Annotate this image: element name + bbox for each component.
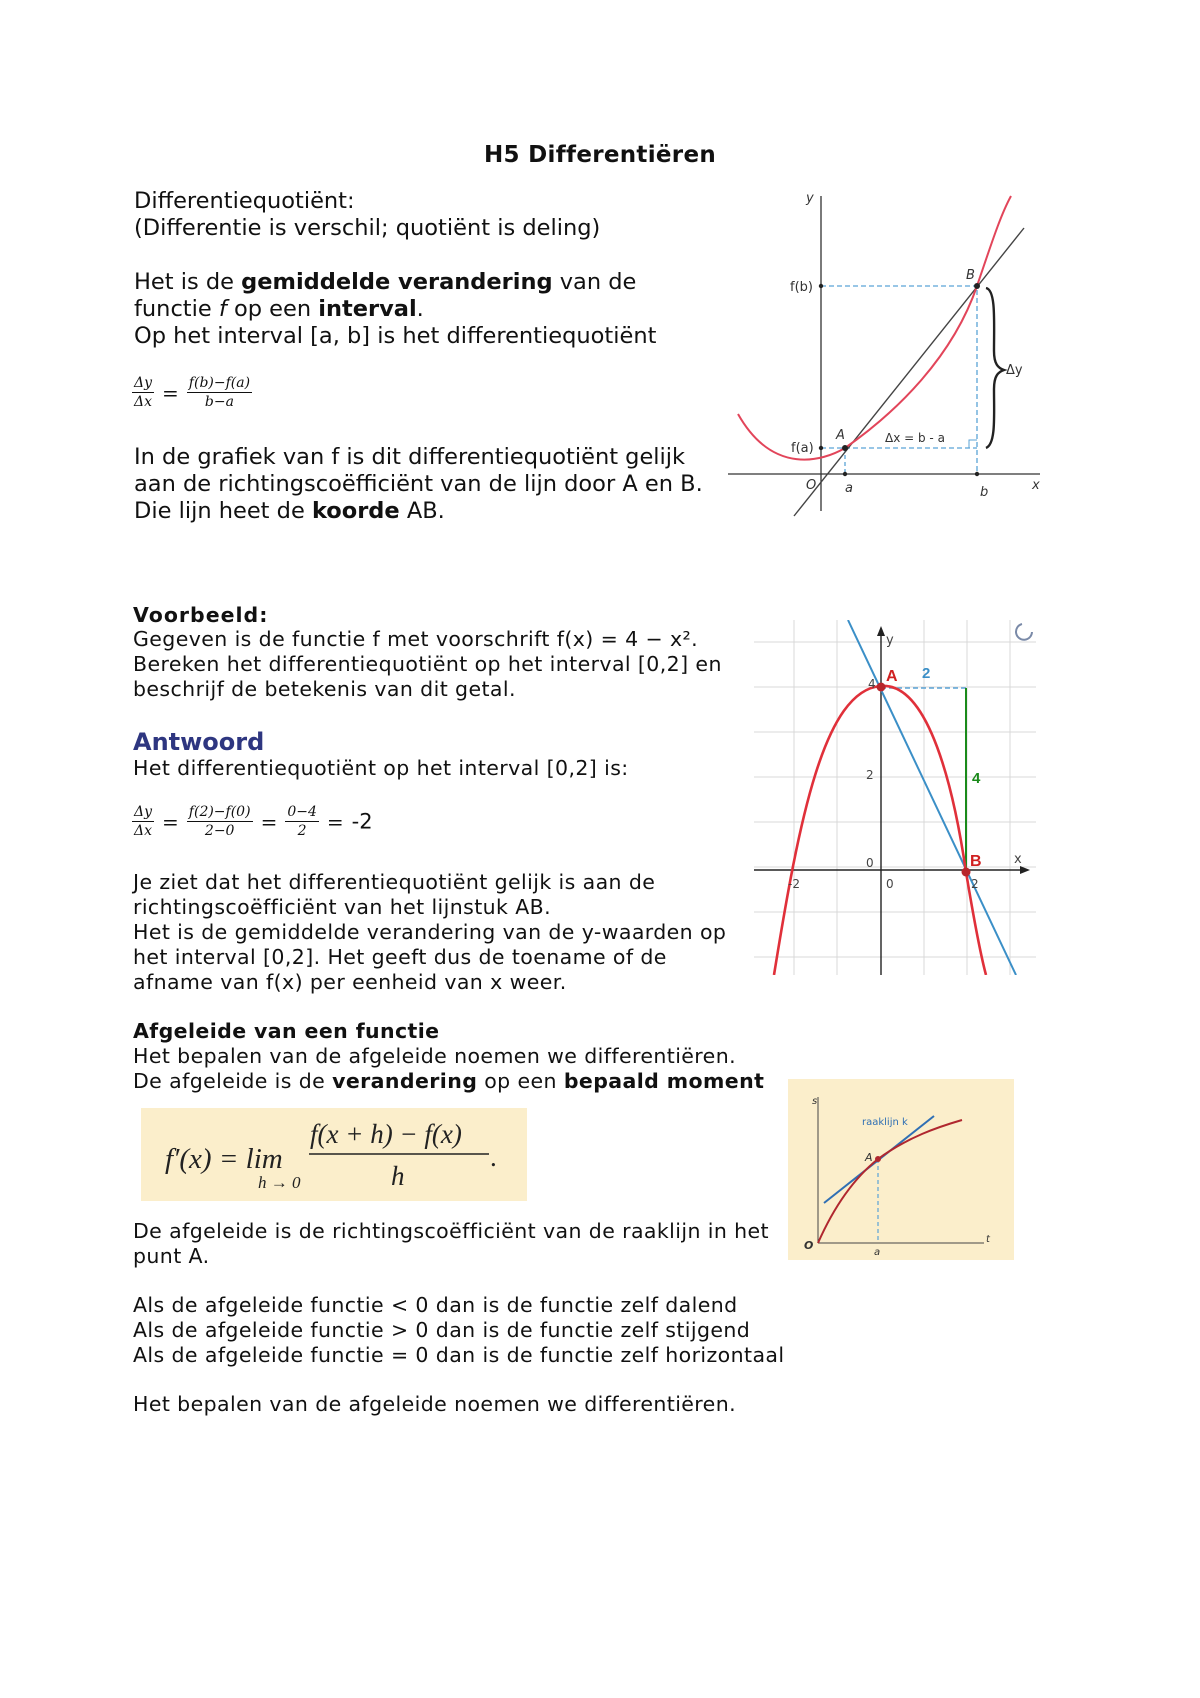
point-a [877,683,886,692]
label-fa: f(a) [791,441,814,456]
definition-line-1: Het is de gemiddelde verandering van de [134,269,637,295]
answer-line-1: Het differentiequotiënt op het interval [0,2] is: [133,756,629,780]
graph-text-line-3: Die lijn heet de koorde AB. [134,498,445,524]
answer-formula: $\frac{\Delta y}{\Delta x}$ = $\frac{f(2)-f(0)}{2-0}$ = $\frac{0-4}{2}$ = -2 [134,804,373,839]
definition-line-3: Op het interval [a, b] is het differentiequotiënt [134,323,657,349]
section-note: (Differentie is verschil; quotiënt is deling) [134,215,601,241]
label-point-b: B [970,853,982,870]
derivative-line-1: Het bepalen van de afgeleide noemen we differentiëren. [133,1044,737,1068]
closing-line: Het bepalen van de afgeleide noemen we differentiëren. [133,1392,737,1416]
label-point-a: A [865,1151,873,1164]
tick-fa [819,446,823,450]
label-x: x [1032,478,1040,493]
graph-text-line-2: aan de richtingscoëfficiënt van de lijn door A en B. [134,471,703,497]
tick-x-2: 2 [971,877,979,891]
chord-diagram [728,186,1048,521]
tick-fb [819,284,823,288]
derivative-heading: Afgeleide van een functie [133,1019,440,1043]
rule-dalend: Als de afgeleide functie < 0 dan is de functie zelf dalend [133,1293,738,1317]
label-a: a [845,481,853,496]
point-a [875,1156,881,1162]
tick-x-minus-2: -2 [788,877,800,891]
limit-period: . [490,1142,497,1172]
point-a [842,445,848,451]
example-line-2: Bereken het differentiequotiënt op het interval [0,2] en [133,652,722,676]
rule-stijgend: Als de afgeleide functie > 0 dan is de functie zelf stijgend [133,1318,751,1342]
chord-line [794,228,1024,516]
label-y: y [886,633,894,648]
label-point-a: A [886,668,898,685]
answer-paragraph-5: afname van f(x) per eenheid van x weer. [133,970,567,994]
point-b [974,283,980,289]
tick-b [975,472,979,476]
label-b: b [980,485,989,500]
label-point-b: B [966,268,975,283]
limit-lhs: f′(x) = lim [165,1143,283,1175]
label-t: t [986,1234,990,1245]
label-x: x [1014,852,1022,867]
parabola-graph [754,620,1036,975]
label-a: a [874,1247,881,1258]
label-run: 2 [922,665,931,682]
derivative-rc-line-2: punt A. [133,1244,210,1268]
fraction-dy-dx: $\frac{\Delta y}{\Delta x}$ [134,375,153,410]
answer-paragraph-3: Het is de gemiddelde verandering van de y-waarden op [133,920,727,944]
label-origin: O [806,478,817,493]
label-point-a: A [836,428,845,443]
function-curve [738,196,1011,460]
tick-y-0: 0 [866,856,874,870]
graph-text-line-1: In de grafiek van f is dit differentiequotiënt gelijk [134,444,686,470]
limit-formula [141,1108,527,1201]
section-heading-differentiequotient: Differentiequotiënt: [134,188,355,214]
label-origin: O [804,1239,814,1252]
example-line-3: beschrijf de betekenis van dit getal. [133,677,516,701]
tick-y-2: 2 [866,768,874,782]
limit-subscript: h → 0 [258,1173,301,1192]
answer-paragraph-2: richtingscoëfficiënt van het lijnstuk AB. [133,895,552,919]
tick-a [843,472,847,476]
fraction-fb-fa: $\frac{f(b)-f(a)}{b-a}$ [188,375,251,410]
page-title: H5 Differentiëren [483,142,717,168]
answer-paragraph-4: het interval [0,2]. Het geeft dus de toename of de [133,945,667,969]
tick-y-4: 4 [868,677,876,691]
example-line-1: Gegeven is de functie f met voorschrift f(x) = 4 − x². [133,627,699,651]
differentiequotient-formula: $\frac{\Delta y}{\Delta x}$ = $\frac{f(b)-f(a)}{b-a}$ [134,375,251,410]
label-s: s [812,1096,818,1107]
tangent-diagram [788,1079,1014,1260]
right-angle-mark [969,440,977,448]
tick-x-0: 0 [886,877,894,891]
derivative-line-2: De afgeleide is de verandering op een bepaald moment [133,1069,765,1093]
limit-denominator: h [391,1161,405,1191]
example-heading: Voorbeeld: [133,603,269,627]
delta-y-brace [986,288,1004,448]
limit-numerator: f(x + h) − f(x) [310,1119,462,1149]
definition-line-2: functie f op een interval. [134,296,424,322]
label-delta-y: Δy [1006,363,1023,378]
answer-heading: Antwoord [133,728,265,756]
answer-result: -2 [351,809,373,834]
derivative-rc-line-1: De afgeleide is de richtingscoëfficiënt van de raaklijn in het [133,1219,769,1243]
rule-horizontaal: Als de afgeleide functie = 0 dan is de functie zelf horizontaal [133,1343,785,1367]
label-fb: f(b) [790,280,813,295]
label-rise: 4 [972,770,981,787]
label-delta-x: Δx = b - a [885,431,945,445]
answer-paragraph-1: Je ziet dat het differentiequotiënt gelijk is aan de [133,870,656,894]
label-raaklijn: raaklijn k [862,1117,908,1128]
limit-definition-box [141,1108,527,1201]
label-y: y [806,191,814,206]
